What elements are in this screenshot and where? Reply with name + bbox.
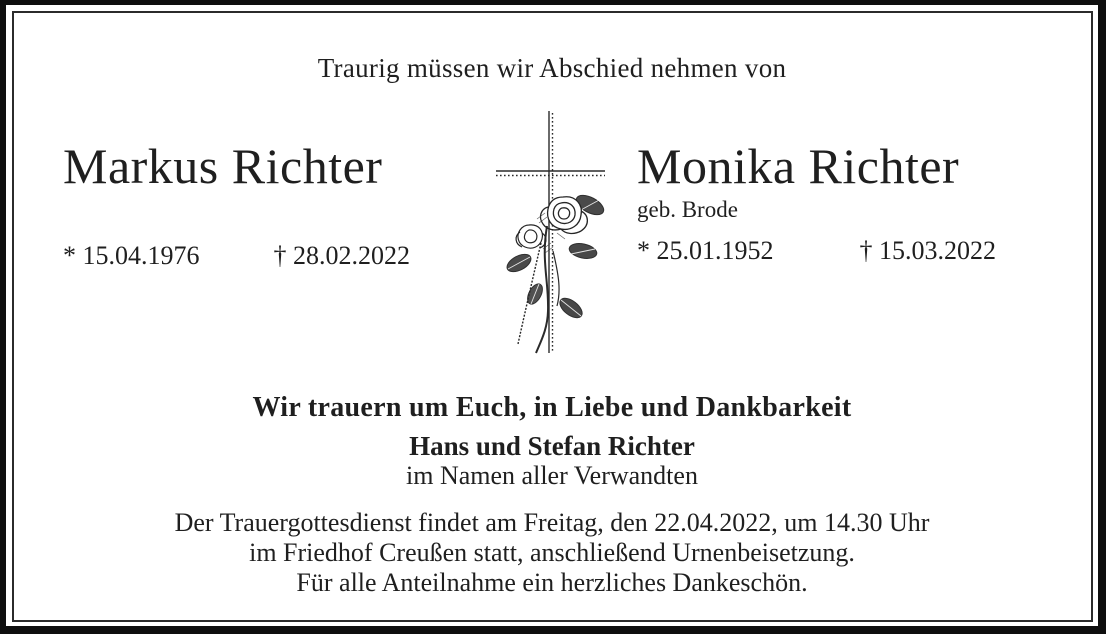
service-line-1: Der Trauergottesdienst findet am Freitag, den 22.04.2022, um 14.30 Uhr <box>174 508 930 537</box>
person-left-birth-date: * 15.04.1976 <box>63 241 200 270</box>
person-left-name: Markus Richter <box>63 138 383 194</box>
mourning-line: Wir trauern um Euch, in Liebe und Dankbarkeit <box>252 392 852 423</box>
person-right-name: Monika Richter <box>637 138 960 194</box>
person-left-death-date: † 28.02.2022 <box>273 241 410 270</box>
person-right-dates <box>637 236 1037 266</box>
service-line-3: Für alle Anteilnahme ein herzliches Dankeschön. <box>296 568 808 597</box>
person-right <box>637 139 1037 266</box>
person-right-birth-date: * 25.01.1952 <box>637 236 774 265</box>
person-right-death-date: † 15.03.2022 <box>859 236 996 265</box>
cross-and-rose-icon <box>491 101 611 361</box>
intro-line: Traurig müssen wir Abschied nehmen von <box>317 53 787 83</box>
person-right-maiden-name: geb. Brode <box>637 197 738 222</box>
person-left <box>63 139 453 271</box>
mourners-sub: im Namen aller Verwandten <box>406 461 698 490</box>
mourners-name: Hans und Stefan Richter <box>409 431 695 461</box>
person-left-dates <box>63 241 453 271</box>
service-line-2: im Friedhof Creußen statt, anschließend Urnenbeisetzung. <box>249 538 855 567</box>
service-info <box>6 508 1098 598</box>
